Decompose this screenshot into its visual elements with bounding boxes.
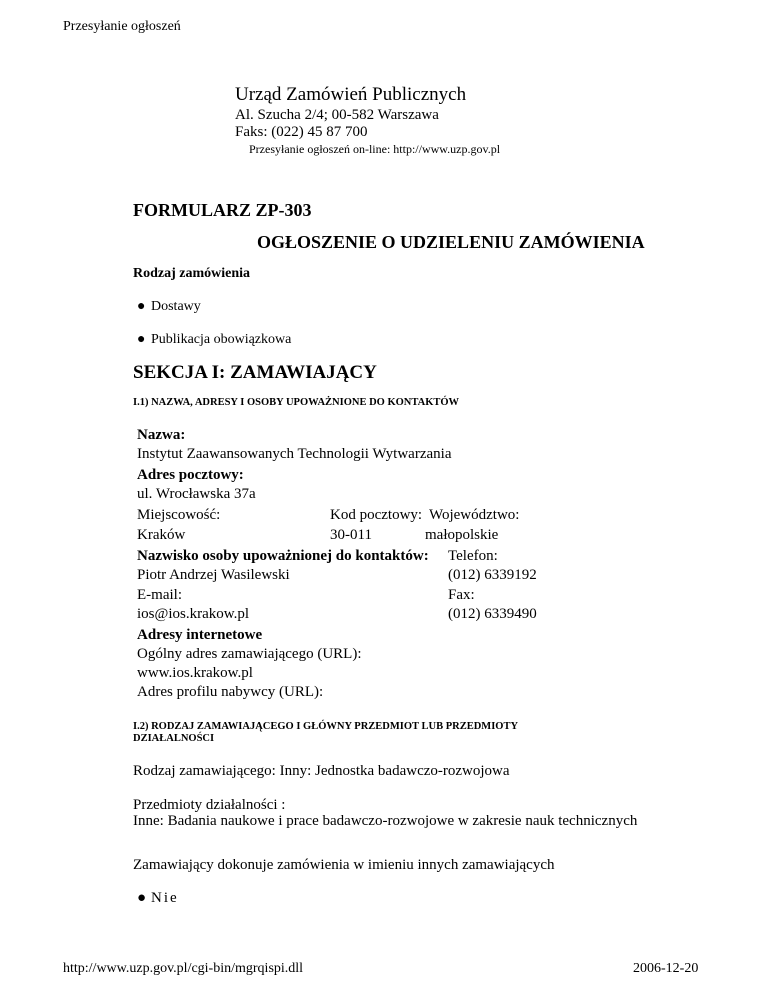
form-id: FORMULARZ ZP-303 — [133, 200, 312, 220]
option-label: Publikacja obowiązkowa — [151, 332, 292, 347]
city-value: Kraków — [137, 527, 186, 543]
name-value: Instytut Zaawansowanych Technologii Wytwarzania — [137, 446, 452, 462]
subsection-title-2 — [133, 721, 518, 745]
fax-value: (012) 6339490 — [448, 606, 537, 622]
bullet-icon: ● — [137, 890, 147, 906]
bullet-icon: ● — [137, 299, 146, 314]
form-title: OGŁOSZENIE O UDZIELENIU ZAMÓWIENIA — [257, 232, 645, 252]
footer-url: http://www.uzp.gov.pl/cgi-bin/mgrqispi.dll — [63, 961, 304, 976]
fax-label: Fax: — [448, 587, 475, 603]
phone-value: (012) 6339192 — [448, 567, 537, 583]
answer-label: Nie — [151, 890, 179, 906]
on-behalf-answer — [137, 890, 179, 907]
voivodeship-value: małopolskie — [425, 527, 499, 543]
activity-label: Przedmioty działalności : — [133, 797, 286, 813]
email-value: ios@ios.krakow.pl — [137, 606, 250, 622]
issuer-address: Al. Szucha 2/4; 00-582 Warszawa — [235, 107, 439, 123]
contracting-authority-type: Rodzaj zamawiającego: Inny: Jednostka badawczo-rozwojowa — [133, 763, 510, 779]
subsection-title-2-line1: I.2) RODZAJ ZAMAWIAJĄCEGO I GŁÓWNY PRZEDMIOT LUB PRZEDMIOTY — [133, 721, 519, 732]
postal-value: ul. Wrocławska 37a — [137, 486, 256, 502]
postal-label: Adres pocztowy: — [137, 467, 244, 483]
page-header: Przesyłanie ogłoszeń — [63, 19, 181, 34]
contact-label: Nazwisko osoby upoważnionej do kontaktów: — [137, 548, 429, 564]
bullet-icon: ● — [137, 332, 146, 347]
subsection-title-2-line2: DZIAŁALNOŚCI — [133, 733, 215, 744]
buyer-profile-label: Adres profilu nabywcy (URL): — [137, 684, 324, 700]
order-type-option-2 — [137, 332, 291, 348]
voivodeship-label: Województwo: — [429, 507, 520, 523]
general-url-label: Ogólny adres zamawiającego (URL): — [137, 646, 362, 662]
order-type-option-1 — [137, 299, 201, 315]
order-type-label: Rodzaj zamówienia — [133, 266, 251, 281]
issuer-online: Przesyłanie ogłoszeń on-line: http://www.uzp.gov.pl — [249, 142, 501, 156]
name-label: Nazwa: — [137, 427, 186, 443]
on-behalf-question: Zamawiający dokonuje zamówienia w imieniu innych zamawiających — [133, 857, 555, 873]
activity-value: Inne: Badania naukowe i prace badawczo-rozwojowe w zakresie nauk technicznych — [133, 813, 638, 829]
section-title: SEKCJA I: ZAMAWIAJĄCY — [133, 362, 377, 383]
email-label: E-mail: — [137, 587, 182, 603]
zip-value: 30-011 — [330, 527, 372, 543]
zip-label: Kod pocztowy: — [330, 507, 423, 523]
contact-value: Piotr Andrzej Wasilewski — [137, 567, 290, 583]
issuer-fax: Faks: (022) 45 87 700 — [235, 124, 368, 140]
issuer-name: Urząd Zamówień Publicznych — [235, 84, 467, 105]
general-url-value: www.ios.krakow.pl — [137, 665, 253, 681]
option-label: Dostawy — [151, 299, 201, 314]
footer-date: 2006-12-20 — [633, 961, 699, 976]
city-label: Miejscowość: — [137, 507, 221, 523]
web-label: Adresy internetowe — [137, 627, 263, 643]
subsection-title-1: I.1) NAZWA, ADRESY I OSOBY UPOWAŻNIONE DO KONTAKTÓW — [133, 397, 460, 408]
phone-label: Telefon: — [448, 548, 498, 564]
